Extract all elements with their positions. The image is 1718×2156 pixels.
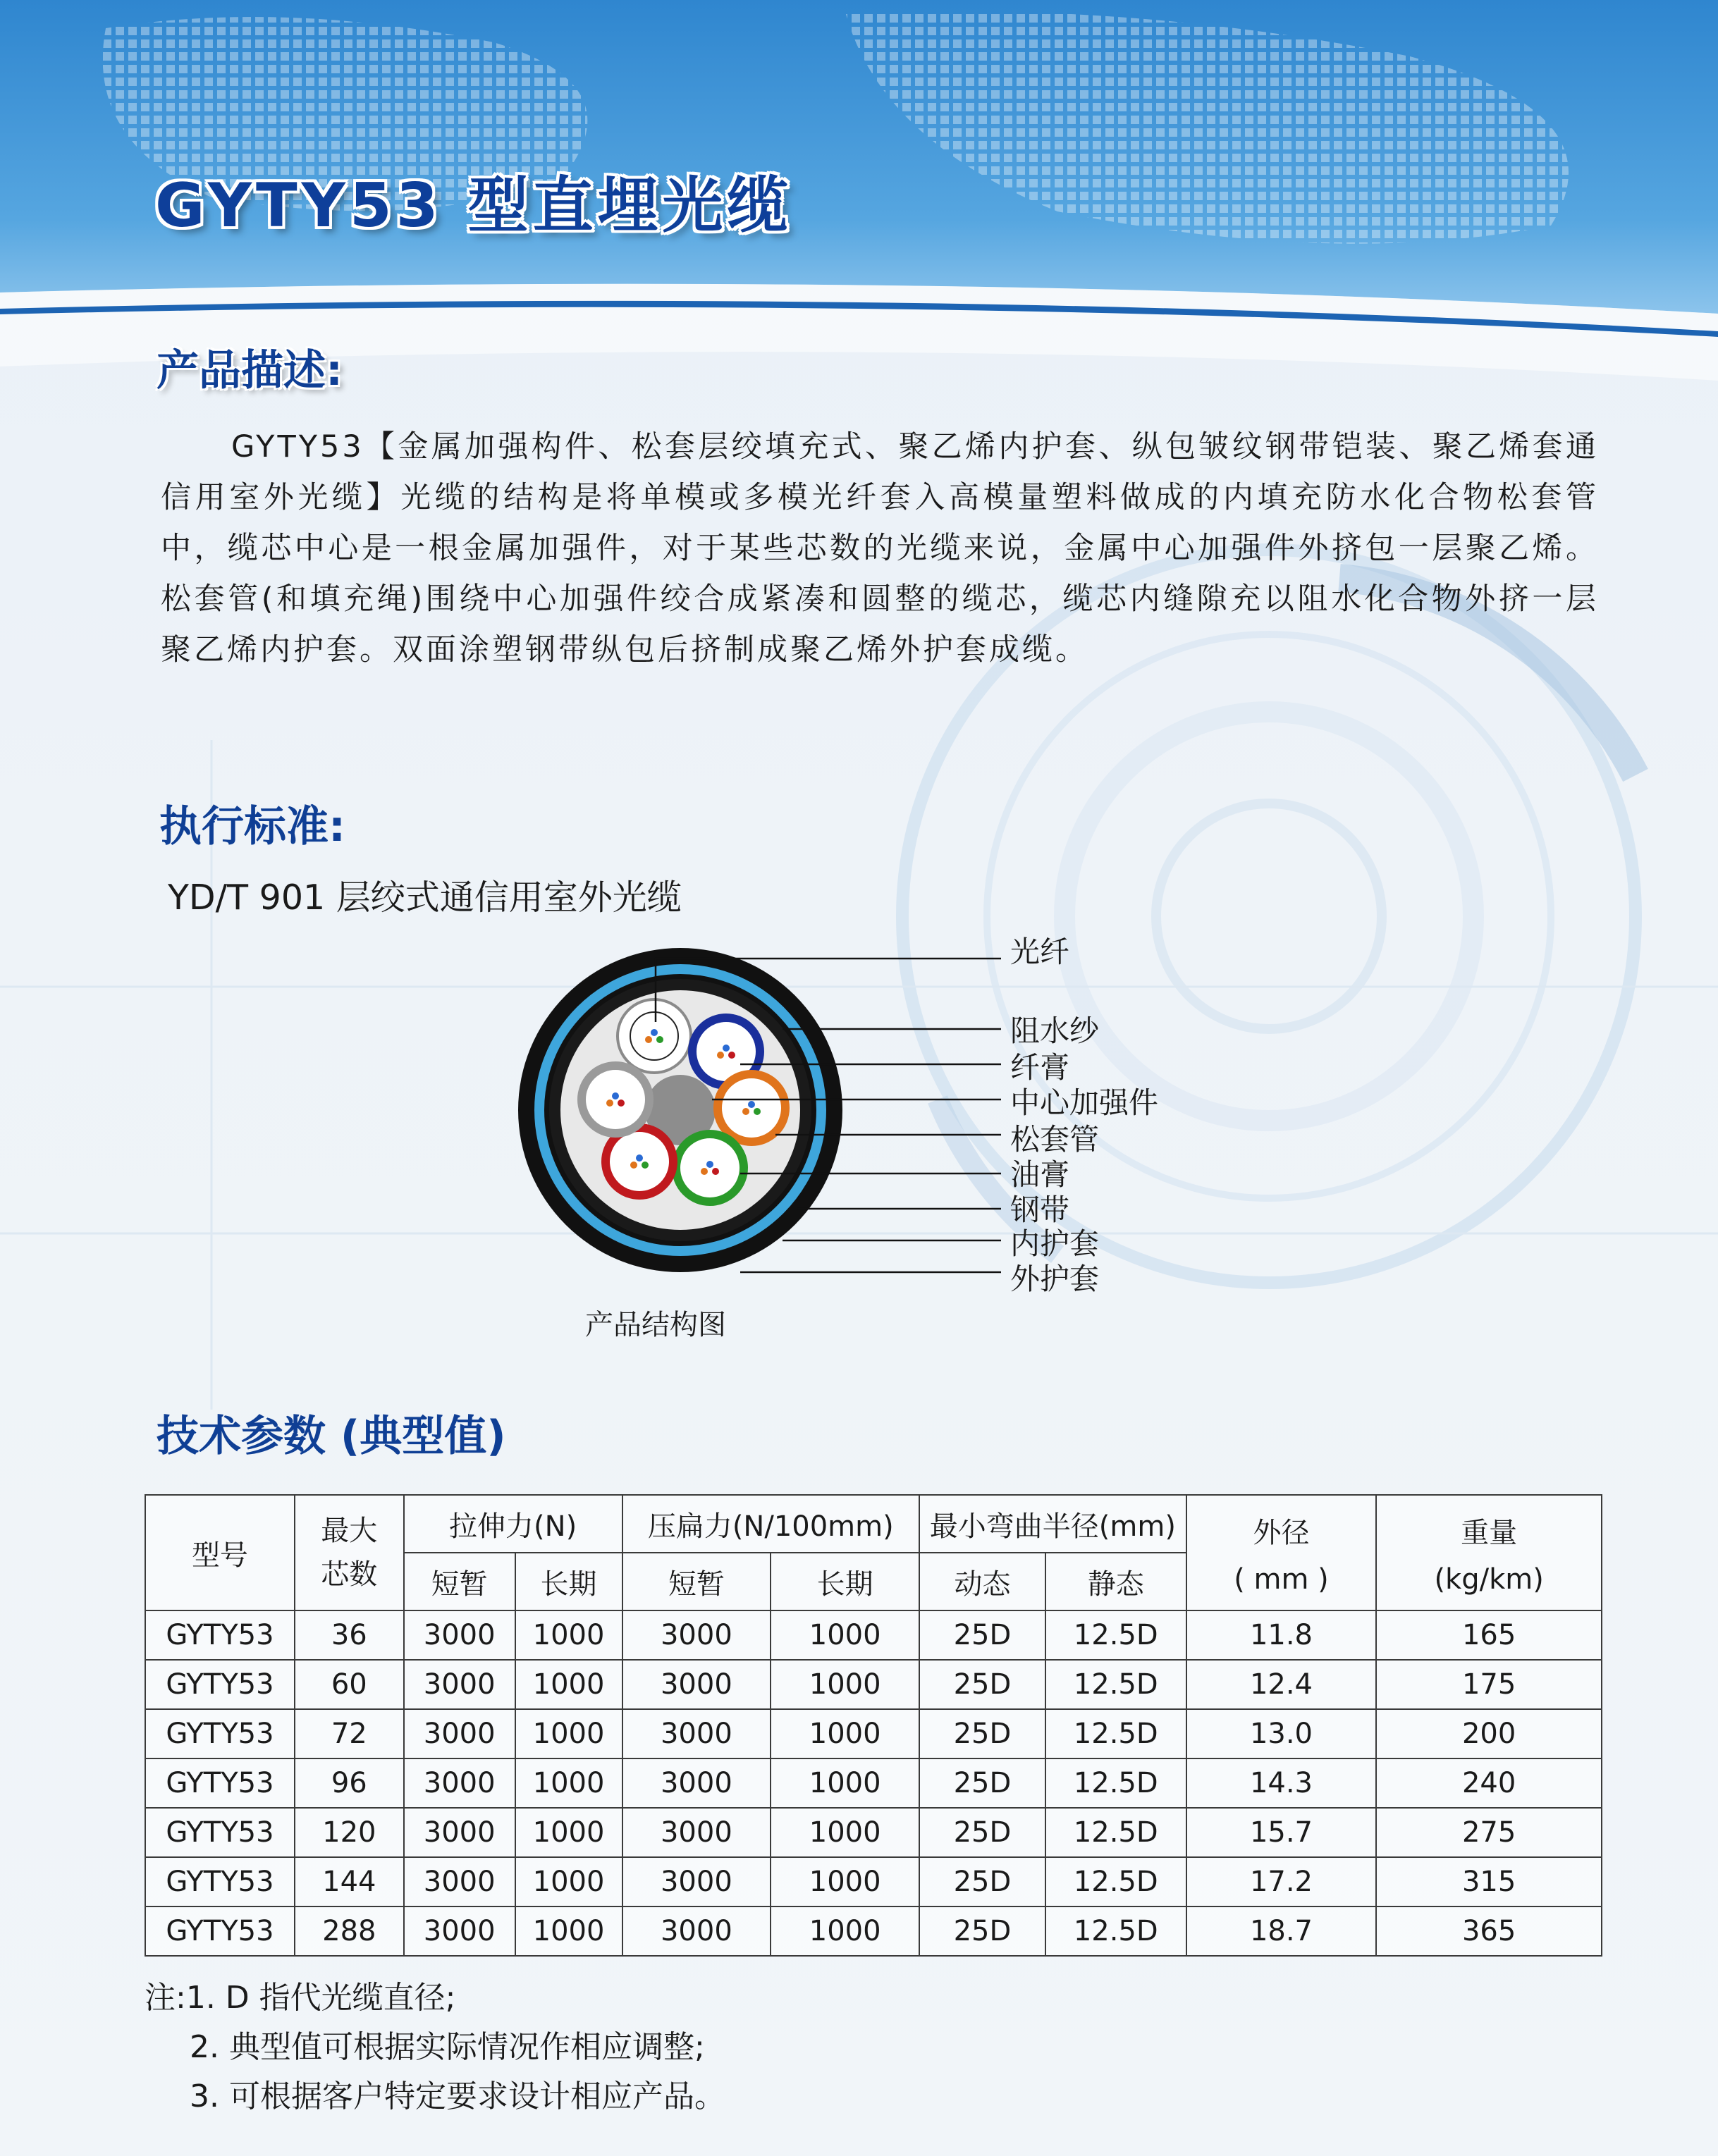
- table-cell: 200: [1376, 1709, 1602, 1758]
- table-cell: 3000: [404, 1857, 515, 1906]
- header-tensile-long: 长期: [515, 1553, 622, 1610]
- table-cell: 25D: [919, 1660, 1045, 1709]
- table-cell: 275: [1376, 1808, 1602, 1857]
- table-cell: 144: [295, 1857, 404, 1906]
- table-cell: 12.5D: [1045, 1709, 1186, 1758]
- table-cell: 365: [1376, 1906, 1602, 1956]
- header-weight: [1376, 1495, 1602, 1610]
- table-cell: 3000: [622, 1660, 771, 1709]
- header-crush-long: 长期: [771, 1553, 919, 1610]
- table-cell: 60: [295, 1660, 404, 1709]
- table-cell: 11.8: [1186, 1610, 1377, 1660]
- table-cell: 3000: [622, 1610, 771, 1660]
- table-cell: 12.5D: [1045, 1660, 1186, 1709]
- table-cell: 1000: [515, 1660, 622, 1709]
- table-cell: 18.7: [1186, 1906, 1377, 1956]
- table-cell: 25D: [919, 1610, 1045, 1660]
- table-cell: 165: [1376, 1610, 1602, 1660]
- table-cell: 3000: [622, 1808, 771, 1857]
- table-cell: 3000: [404, 1808, 515, 1857]
- label-fiber-jelly: 纤膏: [1010, 1050, 1070, 1085]
- header-bend-dynamic: 动态: [919, 1553, 1045, 1610]
- table-cell: 288: [295, 1906, 404, 1956]
- table-cell: 175: [1376, 1660, 1602, 1709]
- table-cell: 1000: [771, 1906, 919, 1956]
- table-cell: 12.5D: [1045, 1808, 1186, 1857]
- table-cell: 1000: [515, 1808, 622, 1857]
- table-cell: 240: [1376, 1758, 1602, 1808]
- table-cell: 3000: [404, 1610, 515, 1660]
- table-row: [145, 1808, 1602, 1857]
- label-loose-tube: 松套管: [1010, 1122, 1100, 1157]
- header-max-cores-text: 最大芯数: [321, 1515, 378, 1591]
- description-text: [161, 421, 1599, 675]
- table-cell: 17.2: [1186, 1857, 1377, 1906]
- header-tensile-short: 短暂: [404, 1553, 515, 1610]
- table-cell: 14.3: [1186, 1758, 1377, 1808]
- table-cell: 3000: [622, 1758, 771, 1808]
- table-cell: 3000: [404, 1709, 515, 1758]
- header-crush-short: 短暂: [622, 1553, 771, 1610]
- header-diameter-unit: ( mm ): [1234, 1563, 1329, 1596]
- label-outer-sheath: 外护套: [1010, 1262, 1100, 1296]
- standard-text: YD/T 901 层绞式通信用室外光缆: [168, 877, 682, 918]
- table-cell: 3000: [404, 1758, 515, 1808]
- spec-table: [145, 1494, 1602, 1957]
- table-cell: 1000: [515, 1857, 622, 1906]
- header-model: 型号: [145, 1495, 295, 1610]
- diagram-caption: 产品结构图: [585, 1309, 726, 1341]
- table-cell: 25D: [919, 1808, 1045, 1857]
- table-cell: GYTY53: [145, 1660, 295, 1709]
- table-cell: 96: [295, 1758, 404, 1808]
- header-crush: 压扁力(N/100mm): [622, 1495, 920, 1553]
- table-cell: 3000: [404, 1660, 515, 1709]
- table-cell: 1000: [515, 1758, 622, 1808]
- header-diameter: [1186, 1495, 1377, 1610]
- label-central-strength-member: 中心加强件: [1010, 1085, 1159, 1120]
- table-cell: 1000: [771, 1808, 919, 1857]
- table-cell: 25D: [919, 1906, 1045, 1956]
- spec-table-body: [145, 1610, 1602, 1956]
- table-cell: 1000: [515, 1709, 622, 1758]
- table-cell: 12.5D: [1045, 1857, 1186, 1906]
- label-steel-tape: 钢带: [1010, 1193, 1070, 1227]
- header-bend-static: 静态: [1045, 1553, 1186, 1610]
- table-cell: 1000: [771, 1857, 919, 1906]
- table-cell: 3000: [622, 1906, 771, 1956]
- table-row: [145, 1758, 1602, 1808]
- table-cell: 3000: [404, 1906, 515, 1956]
- table-cell: 25D: [919, 1709, 1045, 1758]
- header-weight-unit: (kg/km): [1434, 1563, 1544, 1596]
- standard-heading: 执行标准:: [159, 802, 345, 851]
- table-cell: 15.7: [1186, 1808, 1377, 1857]
- header-tensile: 拉伸力(N): [404, 1495, 622, 1553]
- table-cell: 1000: [771, 1660, 919, 1709]
- table-cell: GYTY53: [145, 1857, 295, 1906]
- table-cell: 315: [1376, 1857, 1602, 1906]
- table-cell: 3000: [622, 1857, 771, 1906]
- table-cell: 25D: [919, 1758, 1045, 1808]
- table-row: [145, 1660, 1602, 1709]
- label-water-blocking-yarn: 阻水纱: [1010, 1014, 1100, 1048]
- note-1: 注:1. D 指代光缆直径;: [145, 1980, 456, 2016]
- page-title: GYTY53 型直埋光缆: [155, 171, 792, 241]
- table-cell: 1000: [515, 1906, 622, 1956]
- table-cell: 120: [295, 1808, 404, 1857]
- label-filling-compound: 油膏: [1010, 1157, 1070, 1192]
- table-cell: 1000: [771, 1610, 919, 1660]
- table-cell: 12.5D: [1045, 1610, 1186, 1660]
- header-weight-label: 重量: [1461, 1516, 1518, 1549]
- table-cell: GYTY53: [145, 1906, 295, 1956]
- table-cell: GYTY53: [145, 1610, 295, 1660]
- table-cell: GYTY53: [145, 1758, 295, 1808]
- table-cell: 1000: [771, 1709, 919, 1758]
- table-cell: 12.5D: [1045, 1906, 1186, 1956]
- label-fiber: 光纤: [1010, 935, 1070, 969]
- table-cell: 36: [295, 1610, 404, 1660]
- table-cell: GYTY53: [145, 1709, 295, 1758]
- note-2: 2. 典型值可根据实际情况作相应调整;: [190, 2029, 705, 2065]
- table-cell: 13.0: [1186, 1709, 1377, 1758]
- table-row: [145, 1906, 1602, 1956]
- table-cell: 1000: [771, 1758, 919, 1808]
- table-row: [145, 1610, 1602, 1660]
- table-cell: GYTY53: [145, 1808, 295, 1857]
- header-diameter-label: 外径: [1253, 1516, 1310, 1549]
- notes: [145, 1973, 725, 2121]
- table-cell: 12.4: [1186, 1660, 1377, 1709]
- table-row: [145, 1857, 1602, 1906]
- header-bend-radius: 最小弯曲半径(mm): [919, 1495, 1186, 1553]
- tech-params-heading: 技术参数 (典型值): [157, 1412, 506, 1461]
- label-inner-sheath: 内护套: [1010, 1226, 1100, 1261]
- header-max-cores: [295, 1495, 404, 1610]
- table-cell: 72: [295, 1709, 404, 1758]
- table-cell: 25D: [919, 1857, 1045, 1906]
- table-cell: 3000: [622, 1709, 771, 1758]
- table-row: [145, 1709, 1602, 1758]
- description-body: GYTY53【金属加强构件、松套层绞填充式、聚乙烯内护套、纵包皱纹钢带铠装、聚乙烯套通信用室外光缆】光缆的结构是将单模或多模光纤套入高模量塑料做成的内填充防水化合物松套管中，缆芯中心是一根金属加强件，对于某些芯数的光缆来说，金属中心加强件外挤包一层聚乙烯。松套管(和填充绳)围绕中心加强件绞合成紧凑和圆整的缆芯，缆芯内缝隙充以阻水化合物外挤一层聚乙烯内护套。双面涂塑钢带纵包后挤制成聚乙烯外护套成缆。: [161, 429, 1599, 667]
- note-3: 3. 可根据客户特定要求设计相应产品。: [190, 2078, 725, 2114]
- table-cell: 12.5D: [1045, 1758, 1186, 1808]
- table-cell: 1000: [515, 1610, 622, 1660]
- description-heading: 产品描述:: [157, 346, 343, 395]
